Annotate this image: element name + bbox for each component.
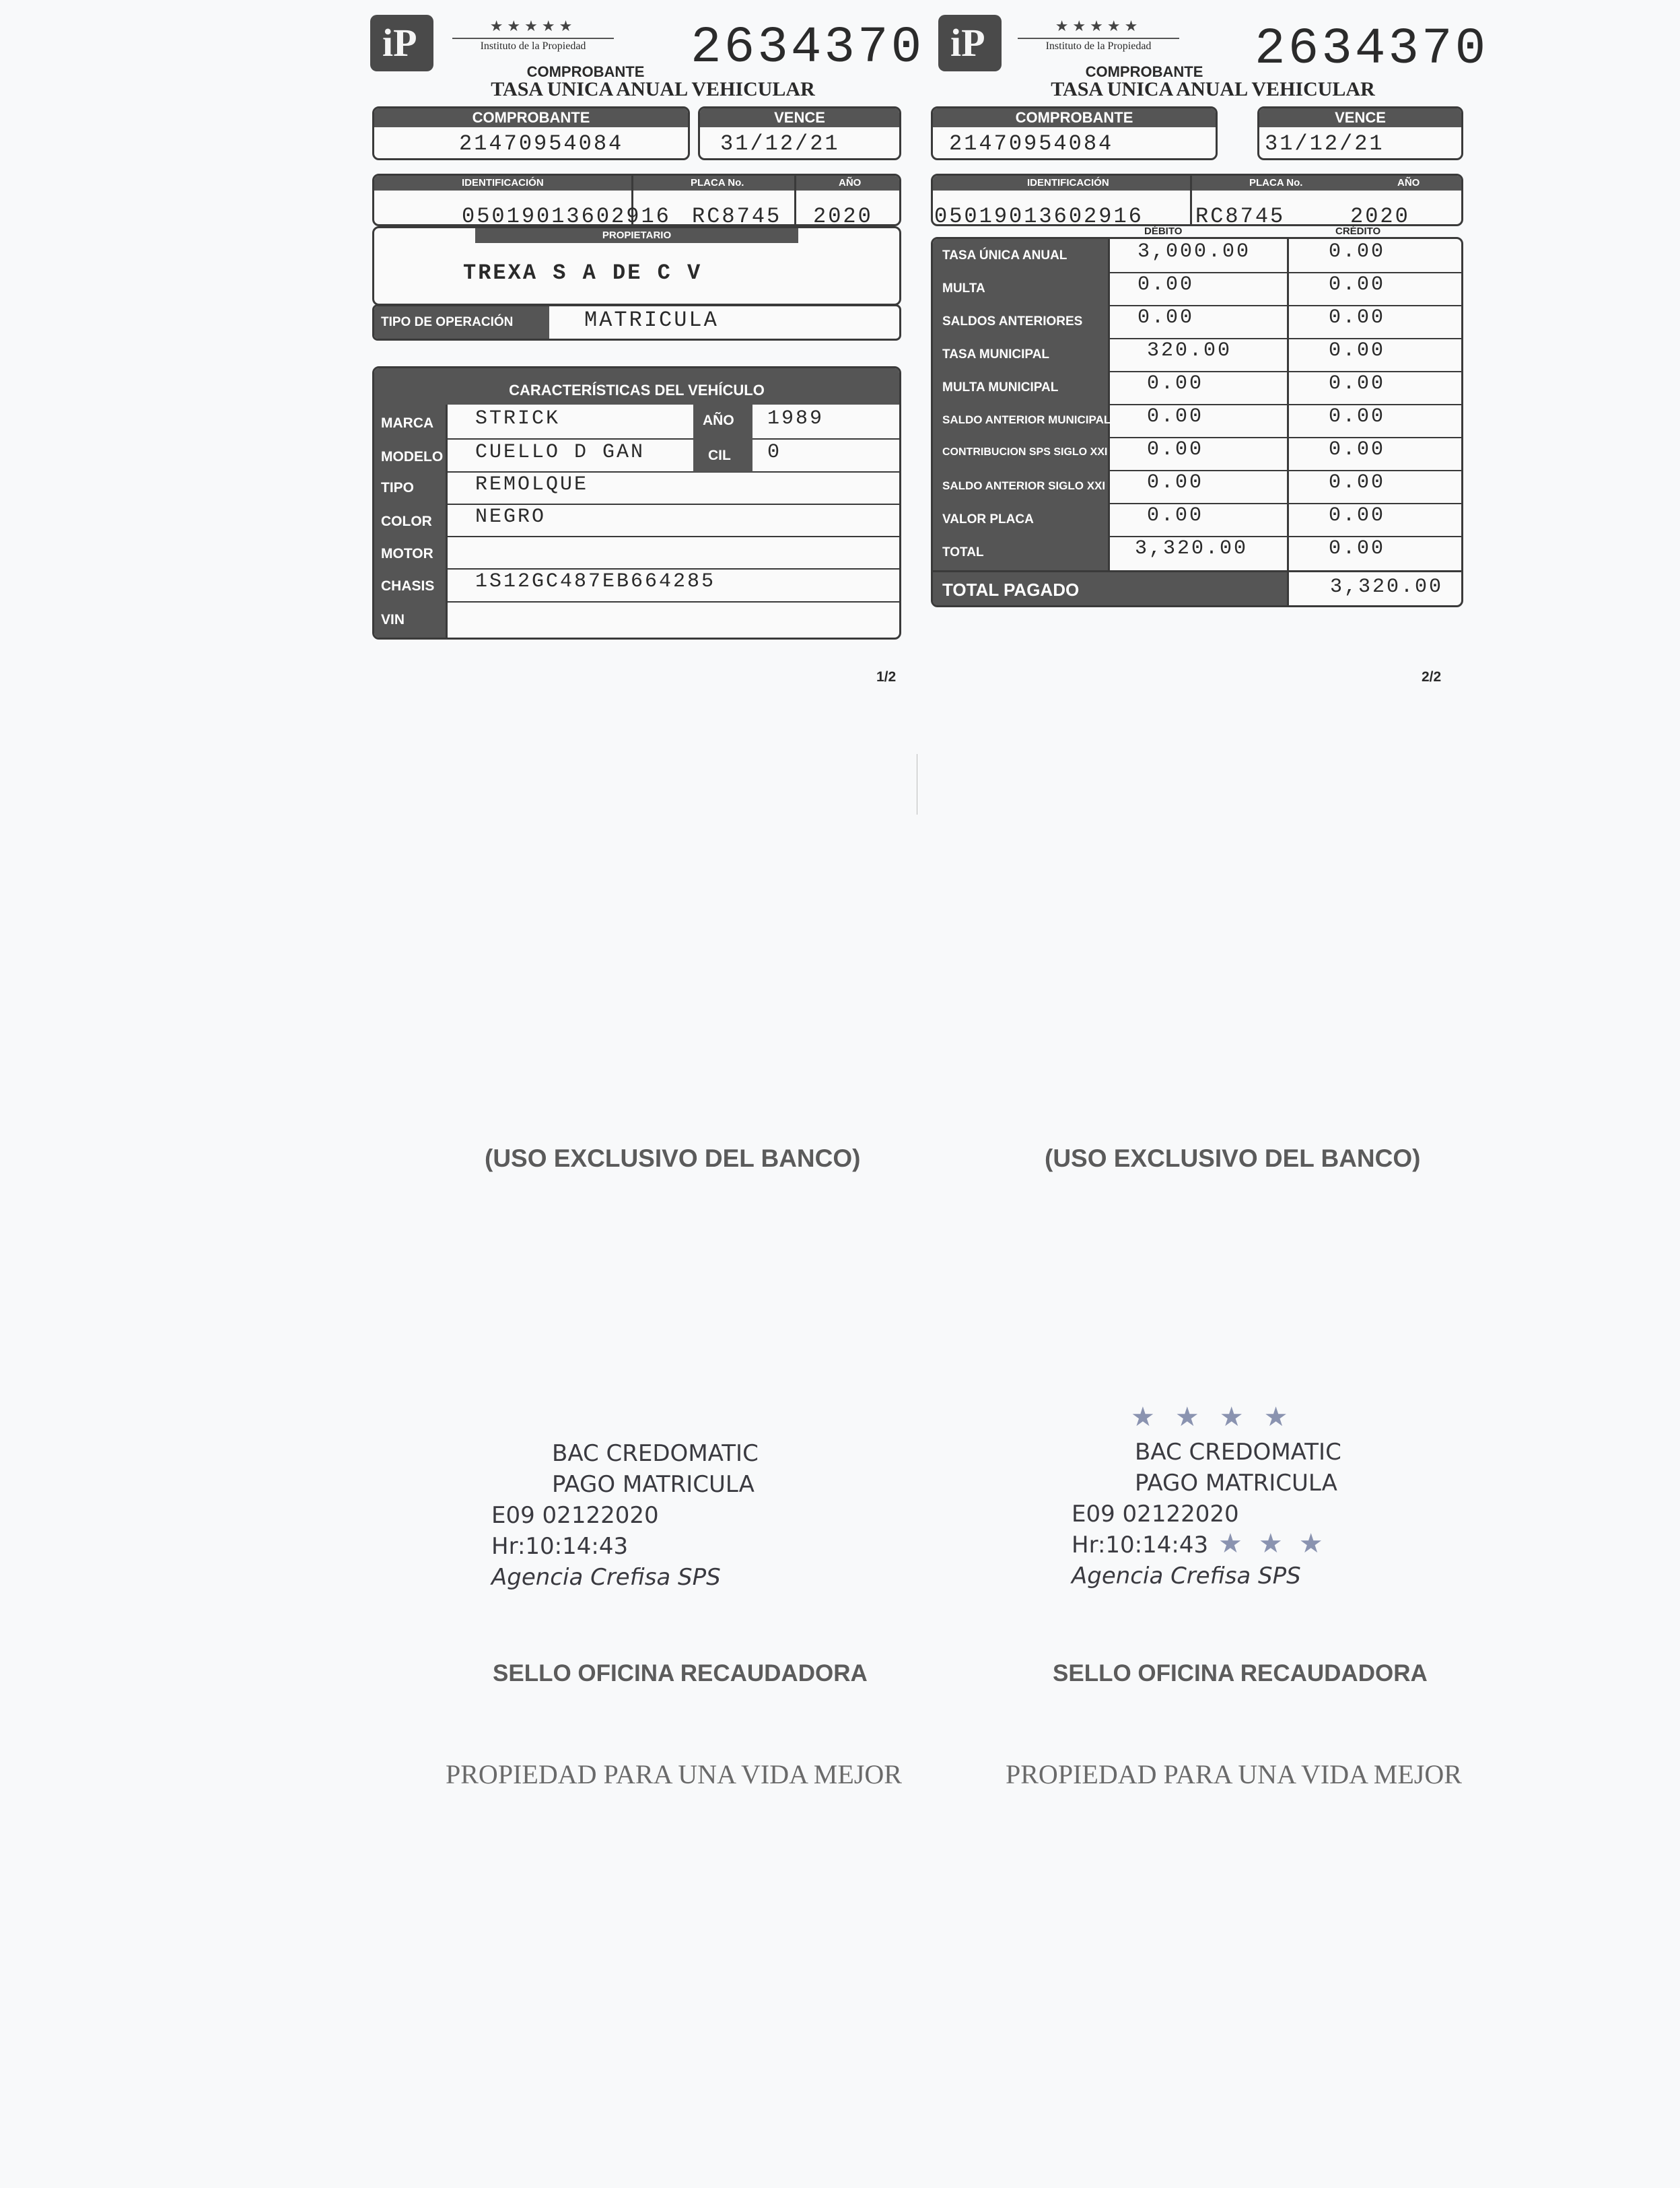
- serial-number: 2634370: [691, 19, 925, 77]
- charge-credito: 0.00: [1329, 504, 1386, 527]
- anio-value: 2020: [1350, 204, 1410, 226]
- stamp-agency: Agencia Crefisa SPS: [491, 1564, 721, 1591]
- ip-logo: iP: [938, 15, 1002, 71]
- identificacion-box: [931, 174, 1463, 226]
- vehicle-chasis-value: 1S12GC487EB664285: [475, 570, 716, 593]
- charge-label: TASA ÚNICA ANUAL: [942, 248, 1068, 263]
- stamp-time: Hr:10:14:43: [491, 1533, 629, 1560]
- vence-label: VENCE: [700, 108, 899, 127]
- tipo-operacion-box: [372, 304, 901, 341]
- total-pagado-value: 3,320.00: [1330, 576, 1444, 599]
- stars-decoration: ★★★★★: [1055, 18, 1142, 34]
- propietario-box: [372, 226, 901, 306]
- charge-label: MULTA: [942, 281, 985, 296]
- total-pagado-label: TOTAL PAGADO: [942, 580, 1080, 600]
- stamp-code-date: E09 02122020: [1072, 1501, 1239, 1528]
- tipo-operacion-label: TIPO DE OPERACIÓN: [374, 306, 549, 339]
- institute-name: Instituto de la Propiedad: [1018, 38, 1179, 53]
- vehicle-anio-value: 1989: [767, 407, 825, 430]
- page-number-left: 1/2: [876, 669, 897, 685]
- vehicle-characteristics-box: [372, 366, 901, 640]
- charge-credito: 0.00: [1329, 372, 1386, 395]
- stamp-time: Hr:10:14:43: [1072, 1532, 1209, 1559]
- comprobante-value: 21470954084: [949, 131, 1114, 156]
- placa-value: RC8745: [1195, 204, 1286, 226]
- charge-label: TOTAL: [942, 545, 984, 559]
- motto-left: PROPIEDAD PARA UNA VIDA MEJOR: [446, 1759, 902, 1789]
- charge-label: TASA MUNICIPAL: [942, 347, 1050, 362]
- charge-debito: 3,320.00: [1135, 537, 1249, 560]
- charge-credito: 0.00: [1329, 273, 1386, 296]
- comprobante-box: [372, 106, 690, 160]
- main-title: TASA UNICA ANUAL VEHICULAR: [491, 78, 815, 100]
- vehicle-modelo-value: CUELLO D GAN: [475, 441, 645, 464]
- propietario-label: PROPIETARIO: [475, 228, 798, 243]
- charge-debito: 0.00: [1147, 471, 1204, 494]
- comprobante-value: 21470954084: [459, 131, 624, 156]
- stars-decoration: ★★★★★: [489, 18, 577, 34]
- anio-value: 2020: [813, 204, 873, 226]
- stamp-code-date: E09 02122020: [491, 1502, 659, 1529]
- identificacion-box: [372, 174, 901, 226]
- bank-stamp-left: [491, 1438, 759, 1593]
- placa-label: PLACA No.: [1249, 177, 1303, 189]
- vence-box: [698, 106, 901, 160]
- identificacion-value: 05019013602916: [934, 204, 1144, 226]
- stamp-bank-name: BAC CREDOMATIC: [1135, 1439, 1341, 1466]
- propietario-value: TREXA S A DE C V: [463, 261, 703, 285]
- institute-name: Instituto de la Propiedad: [452, 38, 614, 53]
- sello-oficina-right: SELLO OFICINA RECAUDADORA: [1053, 1660, 1428, 1686]
- identificacion-label: IDENTIFICACIÓN: [462, 177, 544, 189]
- charge-credito: 0.00: [1329, 438, 1386, 461]
- vehicle-marca-value: STRICK: [475, 407, 561, 430]
- charge-label: CONTRIBUCION SPS SIGLO XXI: [942, 446, 1108, 458]
- bank-stamp-right: [1072, 1437, 1341, 1592]
- stamp-agency: Agencia Crefisa SPS: [1072, 1563, 1301, 1589]
- vehicle-characteristics-title: CARACTERÍSTICAS DEL VEHÍCULO: [374, 368, 899, 405]
- stamp-payment-type: PAGO MATRICULA: [552, 1471, 755, 1498]
- uso-exclusivo-left: (USO EXCLUSIVO DEL BANCO): [485, 1144, 861, 1172]
- charge-debito: 0.00: [1138, 306, 1195, 329]
- sello-oficina-left: SELLO OFICINA RECAUDADORA: [493, 1660, 868, 1686]
- page-number-right: 2/2: [1422, 669, 1442, 685]
- placa-label: PLACA No.: [691, 177, 744, 189]
- vehicle-anio-label: AÑO: [703, 413, 734, 428]
- charge-label: VALOR PLACA: [942, 512, 1034, 526]
- credito-label: CRÉDITO: [1335, 226, 1381, 237]
- charge-credito: 0.00: [1329, 240, 1386, 263]
- charge-label: SALDOS ANTERIORES: [942, 314, 1083, 329]
- serial-number: 2634370: [1255, 20, 1489, 78]
- uso-exclusivo-right: (USO EXCLUSIVO DEL BANCO): [1045, 1144, 1421, 1172]
- vehicle-color-value: NEGRO: [475, 506, 547, 528]
- charge-credito: 0.00: [1329, 405, 1386, 428]
- vehicle-color-label: COLOR: [381, 514, 432, 529]
- vehicle-modelo-label: MODELO: [381, 449, 444, 465]
- vehicle-cil-value: 0: [767, 441, 782, 464]
- stamp-payment-type: PAGO MATRICULA: [1135, 1470, 1337, 1497]
- charge-credito: 0.00: [1329, 339, 1386, 362]
- tipo-operacion-value: MATRICULA: [584, 308, 719, 333]
- vehicle-marca-label: MARCA: [381, 415, 434, 431]
- charge-debito: 320.00: [1147, 339, 1232, 362]
- stamp-stars-bottom: ★★★: [1218, 1529, 1339, 1559]
- vehicle-chasis-label: CHASIS: [381, 578, 435, 594]
- anio-label: AÑO: [1397, 177, 1420, 189]
- vehicle-cil-label: CIL: [708, 448, 731, 463]
- vence-box: [1257, 106, 1463, 160]
- charge-label: MULTA MUNICIPAL: [942, 380, 1059, 395]
- vehicle-tipo-label: TIPO: [381, 480, 415, 495]
- charge-credito: 0.00: [1329, 471, 1386, 494]
- vehicle-motor-label: MOTOR: [381, 546, 433, 561]
- anio-label: AÑO: [839, 177, 862, 189]
- placa-value: RC8745: [692, 204, 782, 226]
- ip-logo: iP: [370, 15, 433, 71]
- charge-debito: 3,000.00: [1138, 240, 1251, 263]
- charge-debito: 0.00: [1138, 273, 1195, 296]
- vence-value: 31/12/21: [720, 131, 840, 156]
- charge-credito: 0.00: [1329, 306, 1386, 329]
- main-title: TASA UNICA ANUAL VEHICULAR: [1051, 78, 1375, 100]
- vehicle-vin-label: VIN: [381, 612, 405, 627]
- comprobante-label: COMPROBANTE: [374, 108, 688, 127]
- comprobante-label: COMPROBANTE: [933, 108, 1216, 127]
- charge-debito: 0.00: [1147, 405, 1204, 428]
- comprobante-heading: COMPROBANTE: [526, 63, 645, 80]
- vence-label: VENCE: [1259, 108, 1461, 127]
- comprobante-heading: COMPROBANTE: [1085, 63, 1203, 80]
- motto-right: PROPIEDAD PARA UNA VIDA MEJOR: [1006, 1759, 1462, 1789]
- charge-debito: 0.00: [1147, 438, 1204, 461]
- stamp-bank-name: BAC CREDOMATIC: [552, 1440, 759, 1467]
- identificacion-label: IDENTIFICACIÓN: [1027, 177, 1109, 189]
- vence-value: 31/12/21: [1265, 131, 1385, 156]
- charge-debito: 0.00: [1147, 372, 1204, 395]
- charges-table: [931, 237, 1463, 607]
- charge-label: SALDO ANTERIOR MUNICIPAL: [942, 413, 1111, 426]
- comprobante-box: [931, 106, 1218, 160]
- charge-debito: 0.00: [1147, 504, 1204, 527]
- identificacion-value: 05019013602916: [462, 204, 671, 226]
- charge-credito: 0.00: [1329, 537, 1386, 560]
- vehicle-tipo-value: REMOLQUE: [475, 473, 589, 496]
- charge-label: SALDO ANTERIOR SIGLO XXI: [942, 479, 1106, 492]
- stamp-stars-top: ★★★★: [1131, 1402, 1308, 1432]
- debito-label: DÉBITO: [1144, 226, 1183, 237]
